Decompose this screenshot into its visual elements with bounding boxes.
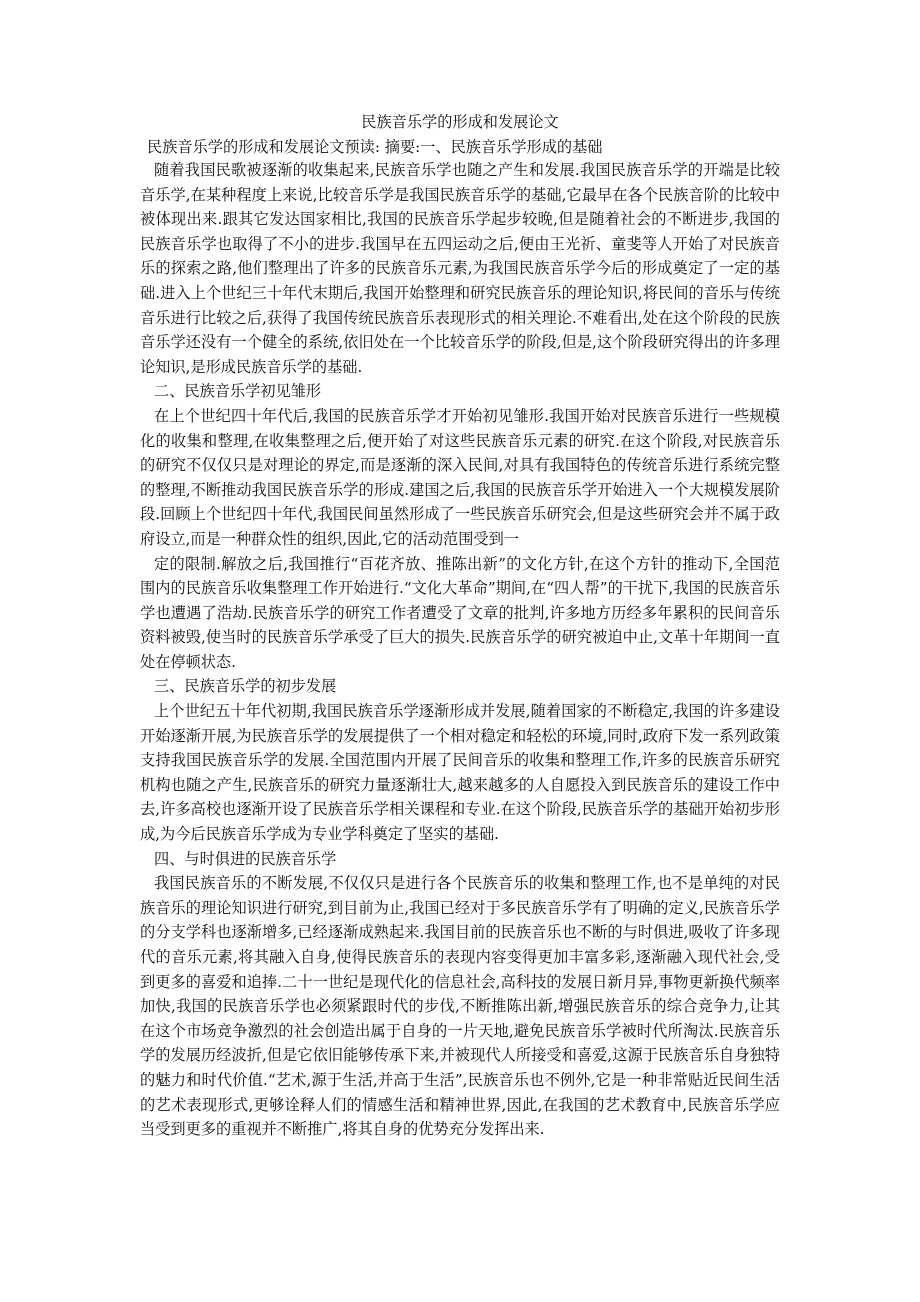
paragraph-4: 我国民族音乐的不断发展,不仅仅只是进行各个民族音乐的收集和整理工作,也不是单纯的对民族音乐的理论知识进行研究,到目前为止,我国已经对于多民族音乐学有了明确的定义,民族音乐学的分支学科也逐渐增多,已经逐渐成熟起来.我国目前的民族音乐也不断的与时俱进,吸收了许多现代的音乐元素,将其融入自身,使得民族音乐的表现内容变得更加丰富多彩,逐渐融入现代社会,受到更多的喜爱和追捧.二十一世纪是现代化的信息社会,高科技的发展日新月异,事物更新换代频率加快,我国的民族音乐学也必须紧跟时代的步伐,不断推陈出新,增强民族音乐的综合竞争力,让其在这个市场竞争激烈的社会创造出属于自身的一片天地,避免民族音乐学被时代所淘汰.民族音乐学的发展历经波折,但是它依旧能够传承下来,并被现代人所接受和喜爱,这源于民族音乐自身独特的魅力和时代价值.“艺术,源于生活,并高于生活”,民族音乐也不例外,它是一种非常贴近民间生活的艺术表现形式,更够诠释人们的情感生活和精神世界,因此,在我国的艺术教育中,民族音乐学应当受到更多的重视并不断推广,将其自身的优势充分发挥出来. <box>140 874 780 1139</box>
section-heading-2: 二、民族音乐学初见雏形 <box>154 382 322 401</box>
paragraph-2: 在上个世纪四十年代后,我国的民族音乐学才开始初见雏形.我国开始对民族音乐进行一些规模化的收集和整理,在收集整理之后,便开始了对这些民族音乐元素的研究.在这个阶段,对民族音乐的研究不仅仅只是对理论的界定,而是逐渐的深入民间,对具有我国特色的传统音乐进行系统完整的整理,不断推动我国民族音乐学的形成.建国之后,我国的民族音乐学开始进入一个大规模发展阶段.回顾上个世纪四十年代,我国民间虽然形成了一些民族音乐研究会,但是这些研究会并不属于政府设立,而是一种群众性的组织,因此,它的活动范围受到一 <box>140 406 780 548</box>
paragraph-3: 上个世纪五十年代初期,我国民族音乐学逐渐形成并发展,随着国家的不断稳定,我国的许多建设开始逐渐开展,为民族音乐学的发展提供了一个相对稳定和轻松的环境,同时,政府下发一系列政策支持我国民族音乐学的发展.全国范围内开展了民间音乐的收集和整理工作,许多的民族音乐研究机构也随之产生,民族音乐的研究力量逐渐壮大,越来越多的人自愿投入到民族音乐的建设工作中去,许多高校也逐渐开设了民族音乐学相关课程和专业.在这个阶段,民族音乐学的基础开始初步形成,为今后民族音乐学成为专业学科奠定了坚实的基础. <box>140 702 780 844</box>
paragraph-1: 随着我国民歌被逐渐的收集起来,民族音乐学也随之产生和发展.我国民族音乐学的开端是比较音乐学,在某种程度上来说,比较音乐学是我国民族音乐学的基础,它最早在各个民族音阶的比较中被体现出来.跟其它发达国家相比,我国的民族音乐学起步较晚,但是随着社会的不断进步,我国的民族音乐学也取得了不小的进步.我国早在五四运动之后,便由王光祈、童斐等人开始了对民族音乐的探索之路,他们整理出了许多的民族音乐元素,为我国民族音乐学今后的形成奠定了一定的基础.进入上个世纪三十年代末期后,我国开始整理和研究民族音乐的理论知识,将民间的音乐与传统音乐进行比较之后,获得了我国传统民族音乐表现形式的相关理论.不难看出,处在这个阶段的民族音乐学还没有一个健全的系统,依旧处在一个比较音乐学的阶段,但是,这个阶段研究得出的许多理论知识,是形成民族音乐学的基础. <box>140 161 780 376</box>
document-page <box>140 110 780 1142</box>
document-title: 民族音乐学的形成和发展论文 <box>361 113 559 131</box>
paragraph-2-continued: 定的限制.解放之后,我国推行“百花齐放、推陈出新”的文化方针,在这个方针的推动下,全国范围内的民族音乐收集整理工作开始进行.“文化大革命”期间,在“四人帮”的干扰下,我国的民族音乐学也遭遇了浩劫.民族音乐学的研究工作者遭受了文章的批判,许多地方历经多年累积的民间音乐资料被毁,使当时的民族音乐学承受了巨大的损失.民族音乐学的研究被迫中止,文革十年期间一直处在停顿状态. <box>140 554 780 671</box>
section-heading-4: 四、与时俱进的民族音乐学 <box>154 849 337 868</box>
section-heading-3: 三、民族音乐学的初步发展 <box>154 677 337 696</box>
document-subtitle: 民族音乐学的形成和发展论文预读: 摘要:一、民族音乐学形成的基础 <box>147 138 603 156</box>
